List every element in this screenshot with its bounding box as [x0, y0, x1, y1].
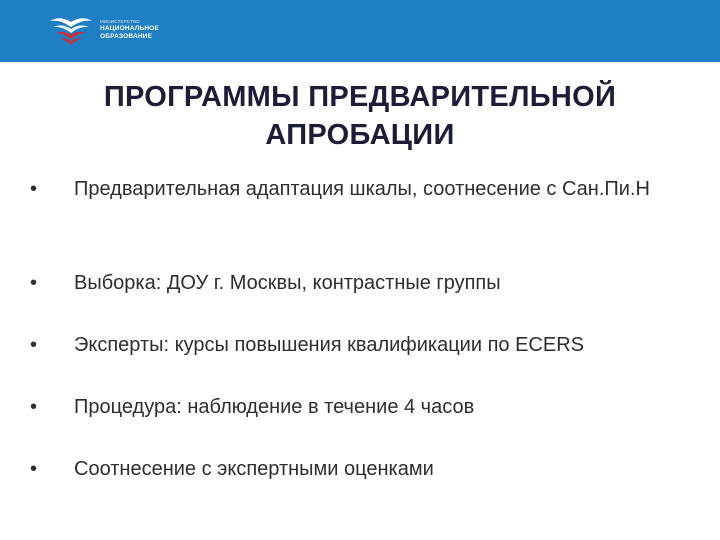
bullet-item: [30, 393, 474, 421]
slide-title-line-1: ПРОГРАММЫ ПРЕДВАРИТЕЛЬНОЙ: [103, 81, 617, 113]
bullet-item: [30, 269, 501, 297]
logo-line-2: НАЦИОНАЛЬНОЕ: [100, 25, 160, 32]
logo-text: [100, 19, 159, 41]
bullet-item: [30, 455, 434, 483]
bullet-text: Выборка: ДОУ г. Москвы, контрастные группы: [74, 272, 501, 294]
slide-title-line-2: АПРОБАЦИИ: [265, 119, 455, 151]
bullet-item: [30, 331, 584, 359]
logo-line-1: МИНИСТЕРСТВО: [100, 19, 140, 24]
slide-title: [40, 78, 680, 154]
ministry-emblem-icon: [48, 13, 94, 47]
bullet-item: [30, 175, 720, 203]
bullet-marker: •: [30, 396, 38, 418]
bullet-marker: •: [30, 178, 38, 200]
bullet-text: Предварительная адаптация шкалы, соотнесение с Сан.Пи.Н: [74, 178, 650, 200]
bullet-marker: •: [30, 272, 38, 294]
ministry-logo: [48, 12, 159, 48]
bullet-text: Процедура: наблюдение в течение 4 часов: [74, 396, 475, 418]
bullet-marker: •: [30, 458, 38, 480]
bullet-text: Эксперты: курсы повышения квалификации по ECERS: [74, 334, 584, 356]
bullet-marker: •: [30, 334, 38, 356]
header-bar: [0, 0, 720, 62]
bullet-text: Соотнесение с экспертными оценками: [74, 458, 434, 480]
logo-line-3: ОБРАЗОВАНИЕ: [100, 33, 153, 40]
